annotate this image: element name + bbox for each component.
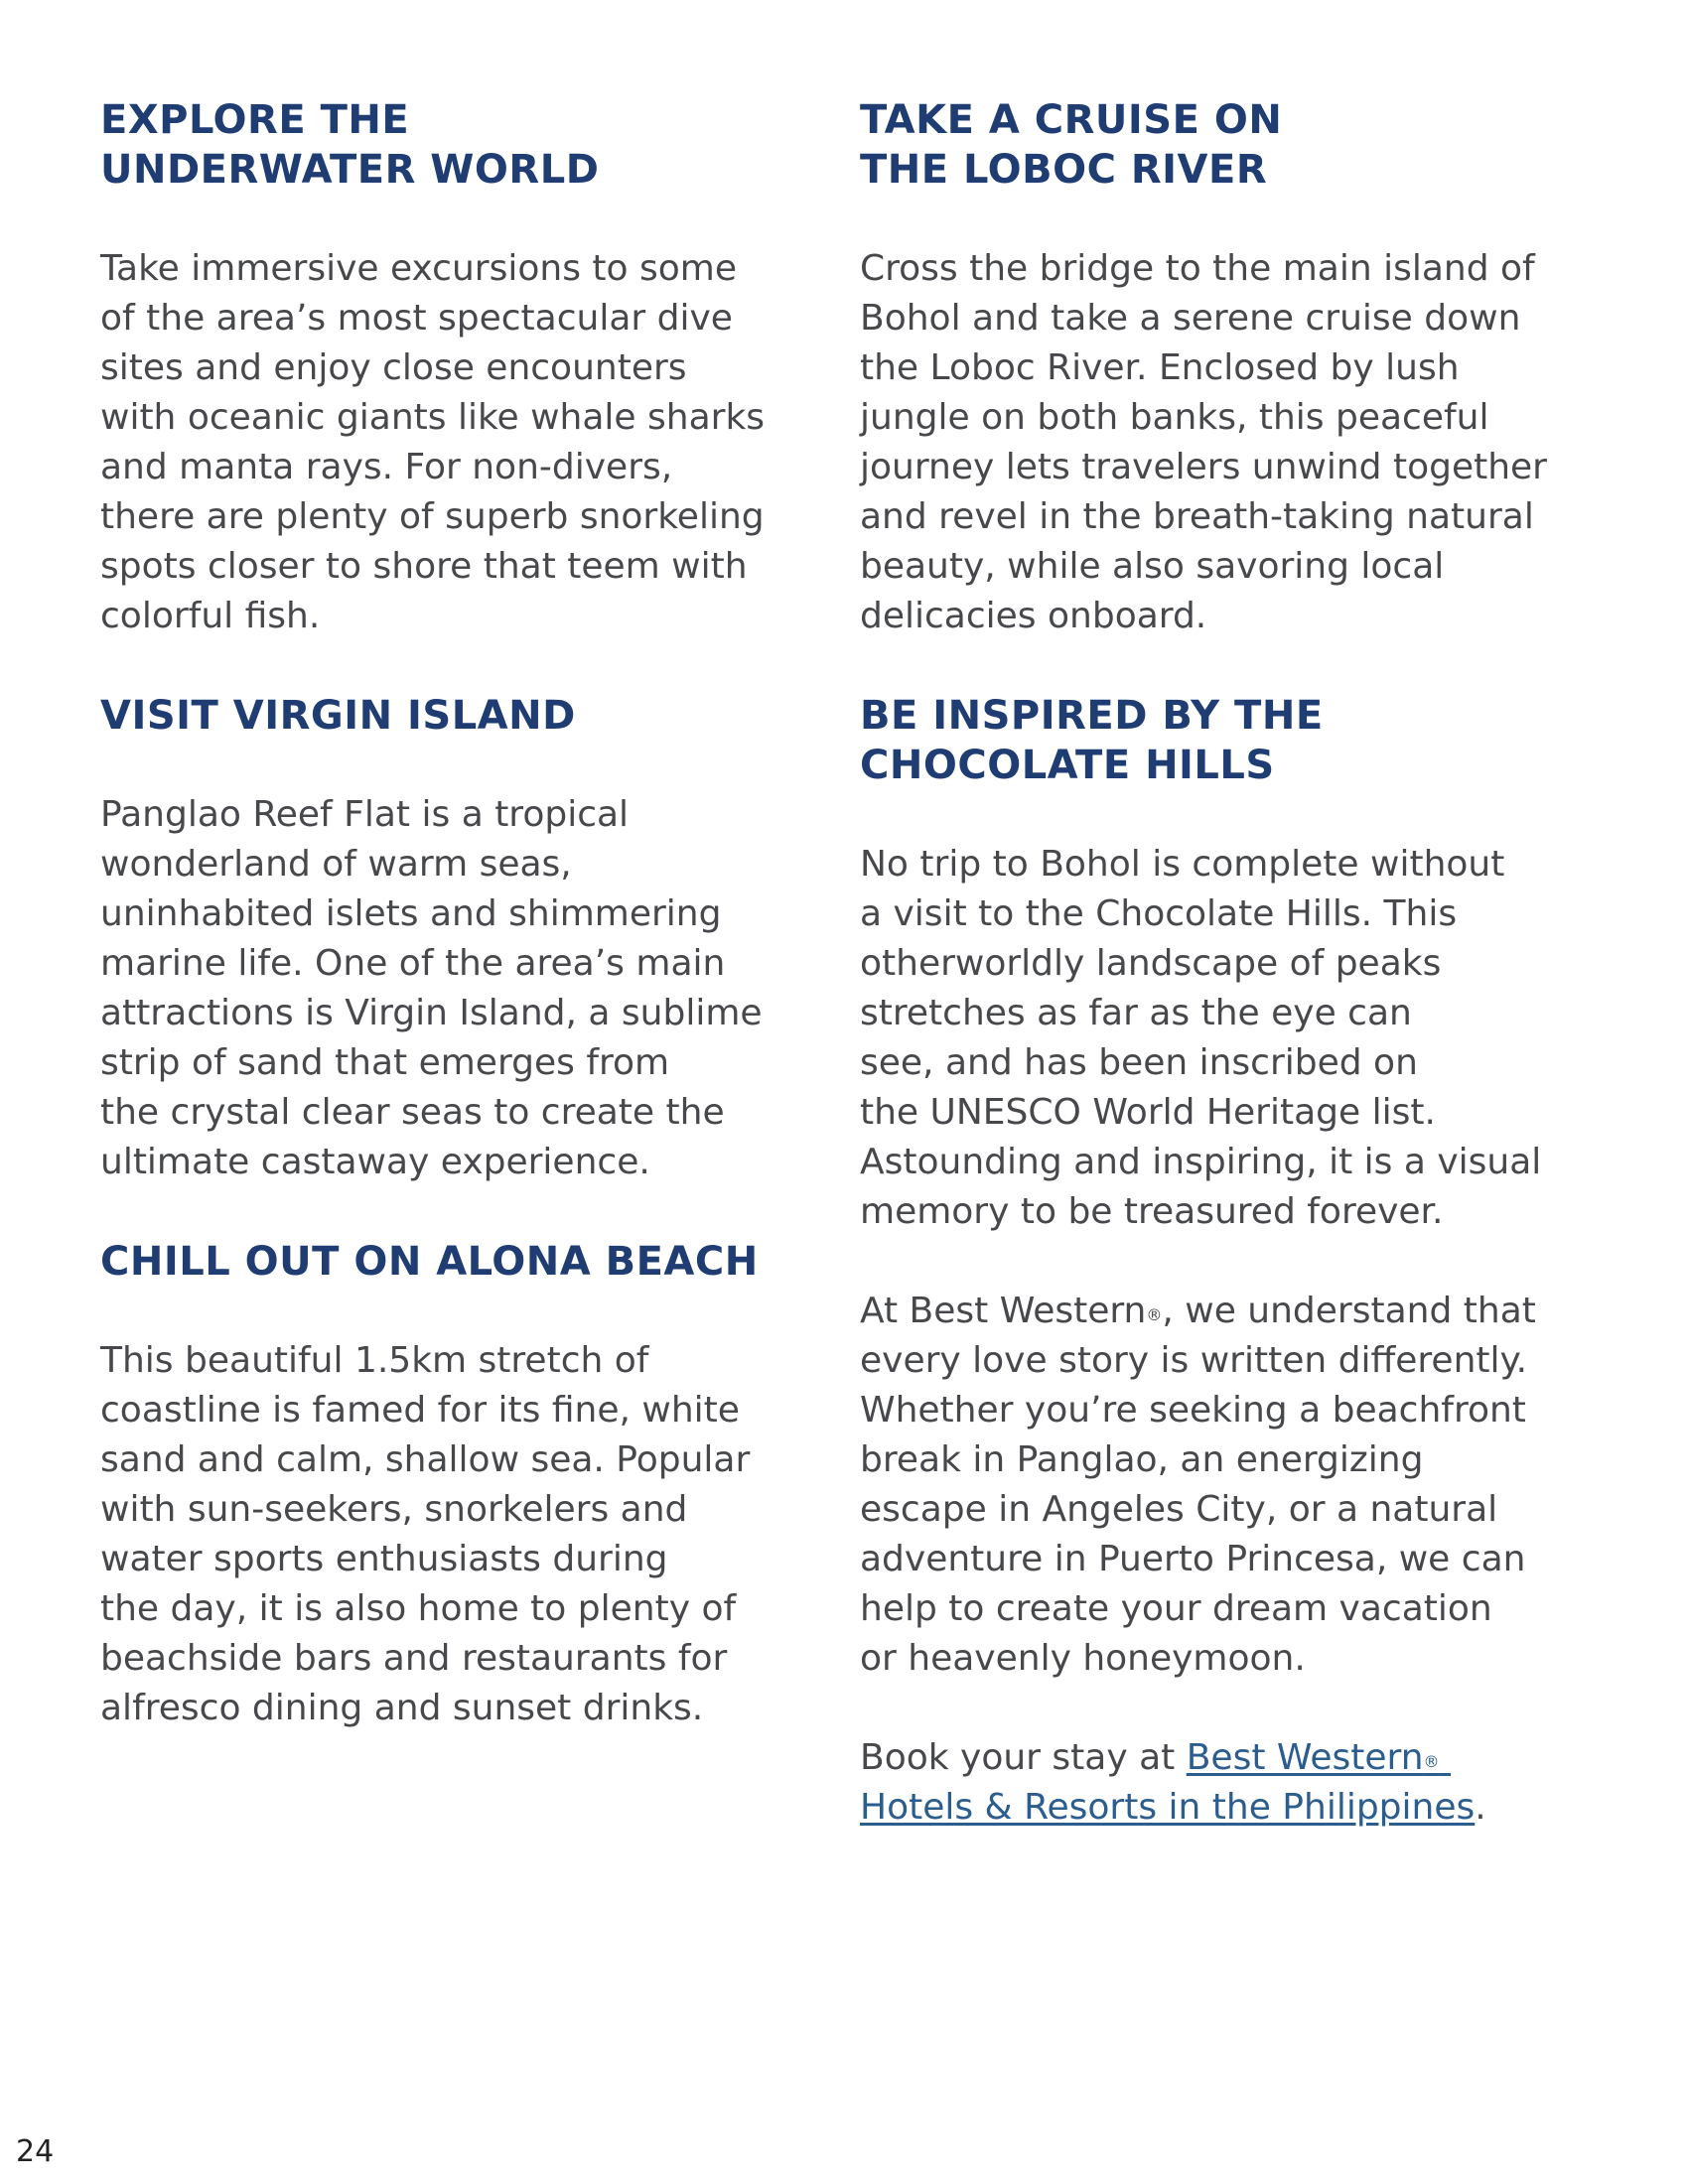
heading-line: THE LOBOC RIVER xyxy=(860,147,1268,193)
paragraph-line: strip of sand that emerges from xyxy=(100,1042,670,1083)
paragraph-alona-beach xyxy=(100,1336,815,1733)
paragraph-line: or heavenly honeymoon. xyxy=(860,1638,1306,1679)
link-text: Best Western xyxy=(1186,1737,1424,1778)
paragraph-line: sites and enjoy close encounters xyxy=(100,347,687,388)
paragraph-line: delicacies onboard. xyxy=(860,596,1207,636)
paragraph-line: the day, it is also home to plenty of xyxy=(100,1588,737,1629)
paragraph-line: coastline is famed for its fine, white xyxy=(100,1390,740,1431)
heading-line: EXPLORE THE xyxy=(100,97,410,143)
paragraph-best-western-closing xyxy=(860,1287,1595,1684)
registered-mark: ® xyxy=(1423,1752,1440,1771)
paragraph-chocolate-hills xyxy=(860,840,1595,1237)
paragraph-underwater-world xyxy=(100,244,815,641)
paragraph-line: the Loboc River. Enclosed by lush xyxy=(860,347,1460,388)
paragraph-line: Whether you’re seeking a beachfront xyxy=(860,1390,1526,1431)
right-column xyxy=(860,95,1595,1833)
paragraph-line: a visit to the Chocolate Hills. This xyxy=(860,893,1458,934)
paragraph-line: journey lets travelers unwind together xyxy=(860,447,1547,487)
heading-line: CHILL OUT ON ALONA BEACH xyxy=(100,1239,759,1285)
paragraph-line: sand and calm, shallow sea. Popular xyxy=(100,1439,751,1480)
paragraph-line: beauty, while also savoring local xyxy=(860,546,1445,587)
paragraph-loboc-river xyxy=(860,244,1595,641)
paragraph-line: Panglao Reef Flat is a tropical xyxy=(100,794,630,835)
heading-chocolate-hills xyxy=(860,691,1595,790)
booking-prefix: Book your stay at xyxy=(860,1737,1187,1778)
paragraph-line: help to create your dream vacation xyxy=(860,1588,1492,1629)
paragraph-line: escape in Angeles City, or a natural xyxy=(860,1489,1498,1530)
paragraph-line: stretches as far as the eye can xyxy=(860,993,1412,1033)
paragraph-line: uninhabited islets and shimmering xyxy=(100,893,722,934)
paragraph-line: and manta rays. For non-divers, xyxy=(100,447,673,487)
paragraph-line: with sun-seekers, snorkelers and xyxy=(100,1489,688,1530)
heading-explore-underwater-world xyxy=(100,95,815,195)
paragraph-line: break in Panglao, an energizing xyxy=(860,1439,1424,1480)
booking-link-part-1[interactable] xyxy=(1187,1737,1451,1778)
heading-cruise-loboc-river xyxy=(860,95,1595,195)
registered-mark: ® xyxy=(1146,1305,1163,1324)
booking-suffix: . xyxy=(1475,1787,1486,1828)
paragraph-line: there are plenty of superb snorkeling xyxy=(100,496,765,537)
paragraph-line: beachside bars and restaurants for xyxy=(100,1638,728,1679)
paragraph-line: water sports enthusiasts during xyxy=(100,1539,668,1579)
paragraph-line: colorful fish. xyxy=(100,596,321,636)
paragraph-line: Take immersive excursions to some xyxy=(100,248,737,289)
page-number: 24 xyxy=(16,2134,55,2169)
paragraph-line: Bohol and take a serene cruise down xyxy=(860,298,1521,339)
closing-text-start: At Best Western xyxy=(860,1291,1147,1331)
heading-line: BE INSPIRED BY THE xyxy=(860,693,1324,739)
paragraph-line: spots closer to shore that teem with xyxy=(100,546,748,587)
paragraph-line xyxy=(860,1783,1595,1833)
paragraph-line: of the area’s most spectacular dive xyxy=(100,298,733,339)
booking-link-part-2[interactable]: Hotels & Resorts in the Philippines xyxy=(860,1787,1476,1828)
heading-line: UNDERWATER WORLD xyxy=(100,147,600,193)
paragraph-line xyxy=(860,1287,1595,1336)
paragraph-booking xyxy=(860,1733,1595,1833)
heading-line: TAKE A CRUISE ON xyxy=(860,97,1283,143)
paragraph-line: ultimate castaway experience. xyxy=(100,1142,650,1182)
paragraph-line xyxy=(860,1733,1595,1783)
paragraph-line: and revel in the breath-taking natural xyxy=(860,496,1534,537)
paragraph-line: No trip to Bohol is complete without xyxy=(860,844,1505,885)
paragraph-line: adventure in Puerto Princesa, we can xyxy=(860,1539,1526,1579)
heading-visit-virgin-island xyxy=(100,691,815,741)
heading-line: VISIT VIRGIN ISLAND xyxy=(100,693,576,739)
paragraph-line: see, and has been inscribed on xyxy=(860,1042,1418,1083)
paragraph-virgin-island xyxy=(100,790,815,1187)
paragraph-line: marine life. One of the area’s main xyxy=(100,943,726,984)
paragraph-line: otherworldly landscape of peaks xyxy=(860,943,1442,984)
paragraph-line: every love story is written differently. xyxy=(860,1340,1528,1381)
paragraph-line: memory to be treasured forever. xyxy=(860,1191,1444,1232)
heading-line: CHOCOLATE HILLS xyxy=(860,743,1275,788)
left-column xyxy=(100,95,815,1733)
paragraph-line: with oceanic giants like whale sharks xyxy=(100,397,766,438)
paragraph-line: attractions is Virgin Island, a sublime xyxy=(100,993,763,1033)
paragraph-line: the crystal clear seas to create the xyxy=(100,1092,725,1133)
paragraph-line: jungle on both banks, this peaceful xyxy=(860,397,1489,438)
closing-text-end: , we understand that xyxy=(1162,1291,1536,1331)
paragraph-line: Astounding and inspiring, it is a visual xyxy=(860,1142,1542,1182)
paragraph-line: Cross the bridge to the main island of xyxy=(860,248,1535,289)
paragraph-line: wonderland of warm seas, xyxy=(100,844,572,885)
paragraph-line: alfresco dining and sunset drinks. xyxy=(100,1688,704,1728)
paragraph-line: This beautiful 1.5km stretch of xyxy=(100,1340,649,1381)
paragraph-line: the UNESCO World Heritage list. xyxy=(860,1092,1436,1133)
heading-chill-out-alona-beach xyxy=(100,1237,815,1287)
